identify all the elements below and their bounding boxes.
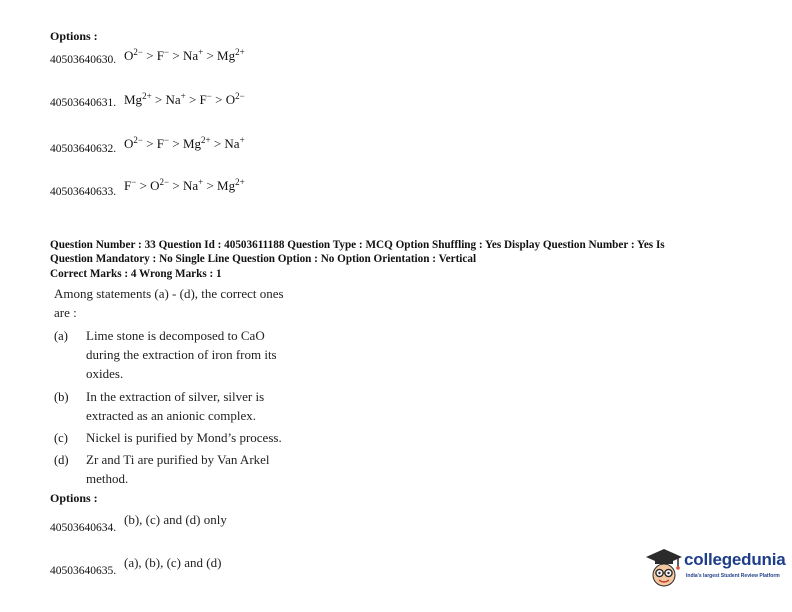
- options-heading-2: Options :: [50, 491, 98, 505]
- statement-b-letter: (b): [54, 390, 69, 404]
- option-id-634: 40503640634.: [50, 522, 117, 534]
- ion-symbol: F: [124, 178, 132, 193]
- question-marks: Correct Marks : 4 Wrong Marks : 1: [50, 268, 222, 280]
- graduate-mascot-icon: [644, 545, 684, 589]
- ion-symbol: O: [124, 136, 134, 151]
- question-stem-line-1: Among statements (a) - (d), the correct ones: [54, 286, 284, 301]
- ion-symbol: > Na: [151, 92, 181, 107]
- option-text-634: (b), (c) and (d) only: [124, 512, 227, 527]
- statement-c-line-1: Nickel is purified by Mond’s process.: [86, 430, 282, 445]
- ion-charge: 2−: [235, 91, 245, 101]
- ion-symbol: Mg: [124, 92, 143, 107]
- ion-charge: 2+: [142, 91, 152, 101]
- option-formula: [124, 48, 245, 64]
- option-id-635: 40503640635.: [50, 565, 117, 577]
- statement-a-letter: (a): [54, 329, 68, 343]
- statement-a-line-1: Lime stone is decomposed to CaO: [86, 328, 265, 343]
- ion-symbol: > Na: [210, 136, 240, 151]
- brand-name: collegedunia: [684, 550, 786, 569]
- ion-symbol: > Mg: [169, 136, 201, 151]
- ion-symbol: O: [124, 48, 134, 63]
- ion-charge: −: [164, 135, 170, 145]
- statement-d-line-2: method.: [86, 471, 129, 486]
- statement-a-line-2: during the extraction of iron from its: [86, 347, 277, 362]
- statement-b-line-1: In the extraction of silver, silver is: [86, 389, 265, 404]
- statement-d-letter: (d): [54, 453, 69, 467]
- ion-charge: 2+: [235, 47, 245, 57]
- statement-b-line-2: extracted as an anionic complex.: [86, 408, 257, 423]
- question-meta-line-1: Question Number : 33 Question Id : 40503611188 Question Type : MCQ Option Shuffling : Yes Display Question Number : Yes Is: [50, 239, 665, 251]
- ion-symbol: > Na: [169, 48, 199, 63]
- brand-tagline: India's largest Student Review Platform: [686, 573, 780, 579]
- ion-charge: 2+: [201, 135, 211, 145]
- option-formula: [124, 178, 245, 194]
- option-id: 40503640630.: [50, 54, 117, 66]
- ion-charge: +: [198, 177, 204, 187]
- option-text-635: (a), (b), (c) and (d): [124, 555, 222, 570]
- ion-charge: +: [239, 135, 245, 145]
- option-id: 40503640632.: [50, 143, 117, 155]
- ion-symbol: > F: [185, 92, 207, 107]
- collegedunia-logo: [644, 545, 790, 590]
- statement-c-letter: (c): [54, 431, 68, 445]
- ion-charge: 2−: [159, 177, 170, 187]
- option-formula: [124, 136, 245, 152]
- ion-symbol: > Na: [169, 178, 199, 193]
- ion-symbol: > O: [136, 178, 160, 193]
- options-heading: Options :: [50, 29, 98, 43]
- ion-charge: +: [180, 91, 186, 101]
- ion-charge: 2−: [133, 135, 143, 145]
- statement-a-line-3: oxides.: [86, 366, 124, 381]
- ion-symbol: > Mg: [203, 178, 236, 193]
- ion-charge: −: [164, 47, 170, 57]
- ion-symbol: > F: [142, 136, 165, 151]
- option-id: 40503640633.: [50, 186, 117, 198]
- ion-symbol: > Mg: [203, 48, 236, 63]
- ion-charge: +: [198, 47, 204, 57]
- question-meta-line-2: Question Mandatory : No Single Line Question Option : No Option Orientation : Vertical: [50, 253, 477, 265]
- statement-d-line-1: Zr and Ti are purified by Van Arkel: [86, 452, 270, 467]
- ion-charge: −: [206, 91, 212, 101]
- question-stem-line-2: are :: [54, 305, 77, 320]
- ion-symbol: > F: [142, 48, 165, 63]
- ion-charge: −: [131, 177, 137, 187]
- option-id: 40503640631.: [50, 97, 117, 109]
- ion-charge: 2−: [133, 47, 143, 57]
- ion-charge: 2+: [235, 177, 245, 187]
- option-formula: [124, 92, 245, 108]
- ion-symbol: > O: [211, 92, 236, 107]
